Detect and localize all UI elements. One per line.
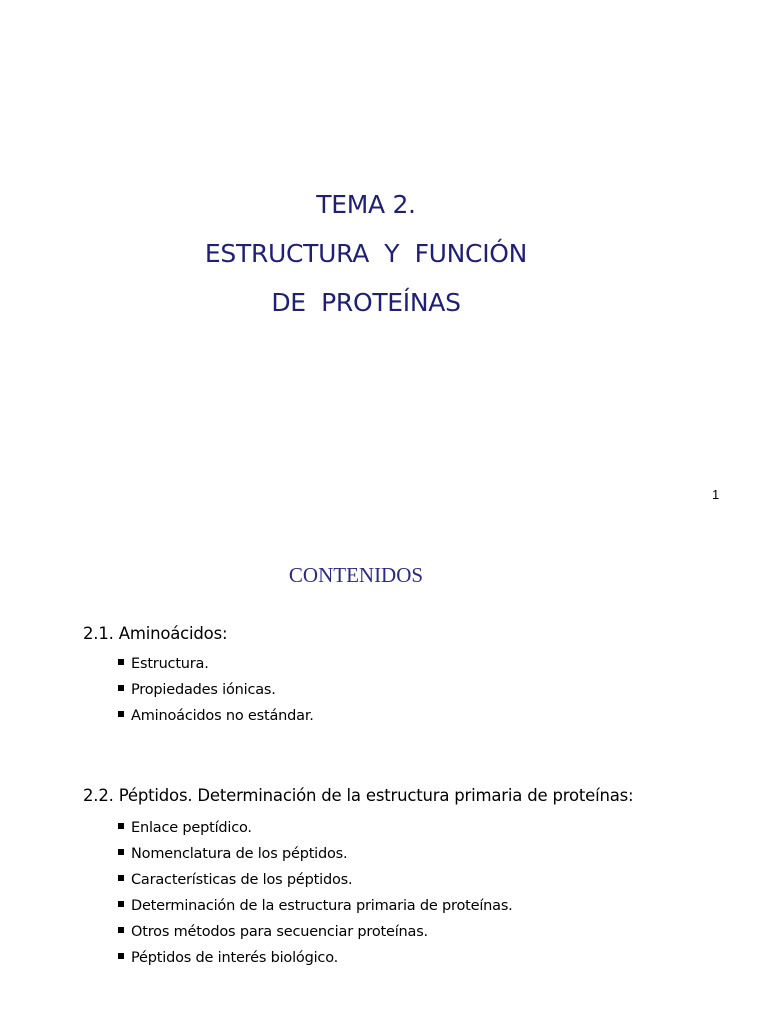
title-line-2: ESTRUCTURA Y FUNCIÓN — [204, 239, 528, 268]
square-bullet-icon — [118, 849, 124, 855]
list-item — [118, 677, 314, 703]
list-item-text: Péptidos de interés biológico. — [131, 950, 339, 966]
square-bullet-icon — [118, 927, 124, 933]
list-item — [118, 945, 513, 971]
list-item-text: Otros métodos para secuenciar proteínas. — [131, 924, 428, 940]
list-item-text: Propiedades iónicas. — [131, 682, 276, 698]
square-bullet-icon — [118, 953, 124, 959]
title-line-3: DE PROTEÍNAS — [271, 288, 461, 317]
list-item — [118, 893, 513, 919]
list-item-text: Estructura. — [131, 656, 209, 672]
list-item — [118, 703, 314, 729]
list-item-text: Determinación de la estructura primaria de proteínas. — [131, 898, 513, 914]
slide-title — [0, 180, 732, 327]
list-item — [118, 867, 513, 893]
square-bullet-icon — [118, 711, 124, 717]
list-item-text: Aminoácidos no estándar. — [131, 708, 314, 724]
title-line-1: TEMA 2. — [316, 190, 416, 219]
list-item-text: Enlace peptídico. — [131, 820, 252, 836]
section-heading-peptidos: 2.2. Péptidos. Determinación de la estructura primaria de proteínas: — [83, 786, 634, 805]
list-item-text: Características de los péptidos. — [131, 872, 353, 888]
section-heading-aminoacidos: 2.1. Aminoácidos: — [83, 624, 228, 643]
contents-title: CONTENIDOS — [288, 563, 424, 587]
list-item — [118, 815, 513, 841]
square-bullet-icon — [118, 901, 124, 907]
square-bullet-icon — [118, 659, 124, 665]
section-list-aminoacidos — [118, 651, 314, 729]
page-number: 1 — [712, 487, 720, 502]
square-bullet-icon — [118, 823, 124, 829]
square-bullet-icon — [118, 875, 124, 881]
list-item — [118, 919, 513, 945]
list-item — [118, 651, 314, 677]
section-list-peptidos — [118, 815, 513, 971]
square-bullet-icon — [118, 685, 124, 691]
list-item-text: Nomenclatura de los péptidos. — [131, 846, 348, 862]
list-item — [118, 841, 513, 867]
